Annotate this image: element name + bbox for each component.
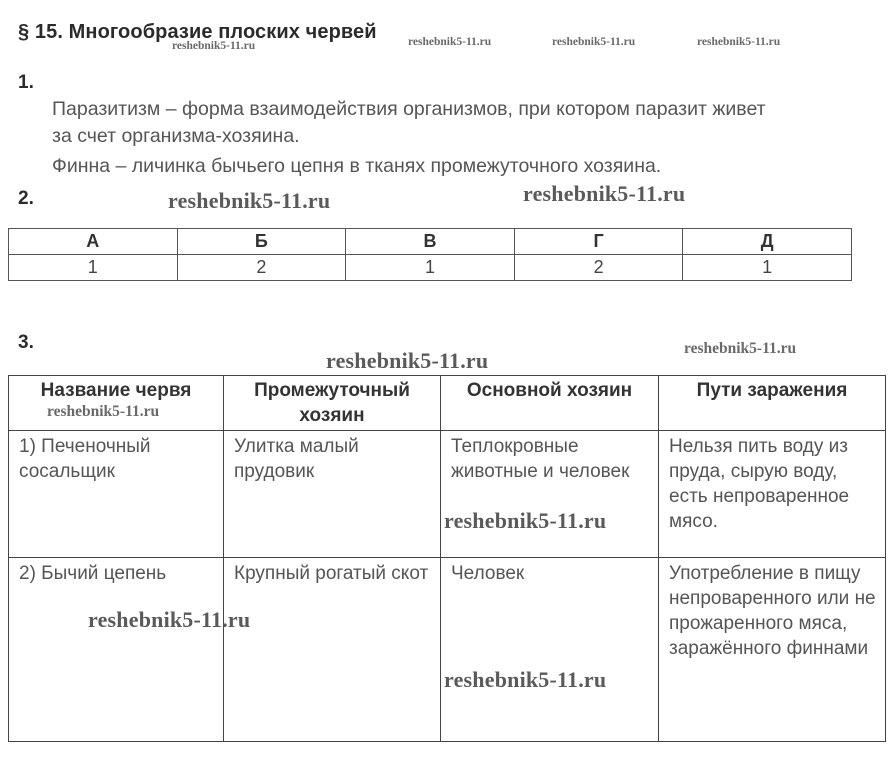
header-b: Б xyxy=(177,229,346,255)
header-g: Г xyxy=(514,229,683,255)
watermark: reshebnik5-11.ru xyxy=(88,607,251,632)
cell-infection-routes: Употребление в пищу непроваренного или не прожаренного мяса, заражённого финнами xyxy=(659,558,886,742)
section-2-number: 2. xyxy=(18,188,34,209)
table-row xyxy=(9,255,852,281)
header-infection-routes: Пути заражения xyxy=(659,376,886,431)
table-row xyxy=(9,558,886,742)
cell-main-host: Человек xyxy=(441,558,659,742)
watermark: reshebnik5-11.ru xyxy=(697,36,781,48)
watermark: reshebnik5-11.ru xyxy=(47,403,160,420)
value-d: 1 xyxy=(683,255,852,281)
watermark: reshebnik5-11.ru xyxy=(444,667,607,692)
value-v: 1 xyxy=(346,255,515,281)
table-header-row xyxy=(9,229,852,255)
header-v: В xyxy=(346,229,515,255)
value-a: 1 xyxy=(9,255,178,281)
table-row xyxy=(9,431,886,558)
parasitism-definition-line1: Паразитизм – форма взаимодействия организмов, при котором паразит живет xyxy=(52,98,766,120)
watermark: reshebnik5-11.ru xyxy=(523,181,686,206)
finna-definition: Финна – личинка бычьего цепня в тканях промежуточного хозяина. xyxy=(52,155,662,177)
watermark: reshebnik5-11.ru xyxy=(552,36,636,48)
section-1-number: 1. xyxy=(18,72,34,93)
header-intermediate-host: Промежуточный хозяин xyxy=(224,376,441,431)
cell-intermediate-host: Крупный рогатый скот xyxy=(224,558,441,742)
watermark: reshebnik5-11.ru xyxy=(444,508,607,533)
watermark: reshebnik5-11.ru xyxy=(172,40,256,52)
section-1-text xyxy=(52,96,766,180)
cell-worm-name: 1) Печеночный сосальщик xyxy=(9,431,224,558)
answer-table-2 xyxy=(8,228,852,281)
watermark: reshebnik5-11.ru xyxy=(408,36,492,48)
page-title: § 15. Многообразие плоских червей xyxy=(18,21,377,43)
header-d: Д xyxy=(683,229,852,255)
parasitism-definition-line2: за счет организма-хозяина. xyxy=(52,125,300,147)
header-a: А xyxy=(9,229,178,255)
watermark: reshebnik5-11.ru xyxy=(168,188,331,213)
header-main-host: Основной хозяин xyxy=(441,376,659,431)
watermark: reshebnik5-11.ru xyxy=(326,348,489,373)
value-g: 2 xyxy=(514,255,683,281)
header-worm-name: Название червя xyxy=(9,376,224,431)
cell-intermediate-host: Улитка малый прудовик xyxy=(224,431,441,558)
watermark: reshebnik5-11.ru xyxy=(684,340,797,357)
cell-main-host: Теплокровные животные и человек xyxy=(441,431,659,558)
cell-infection-routes: Нельзя пить воду из пруда, сырую воду, есть непроваренное мясо. xyxy=(659,431,886,558)
cell-worm-name: 2) Бычий цепень xyxy=(9,558,224,742)
section-3-number: 3. xyxy=(18,332,34,353)
value-b: 2 xyxy=(177,255,346,281)
